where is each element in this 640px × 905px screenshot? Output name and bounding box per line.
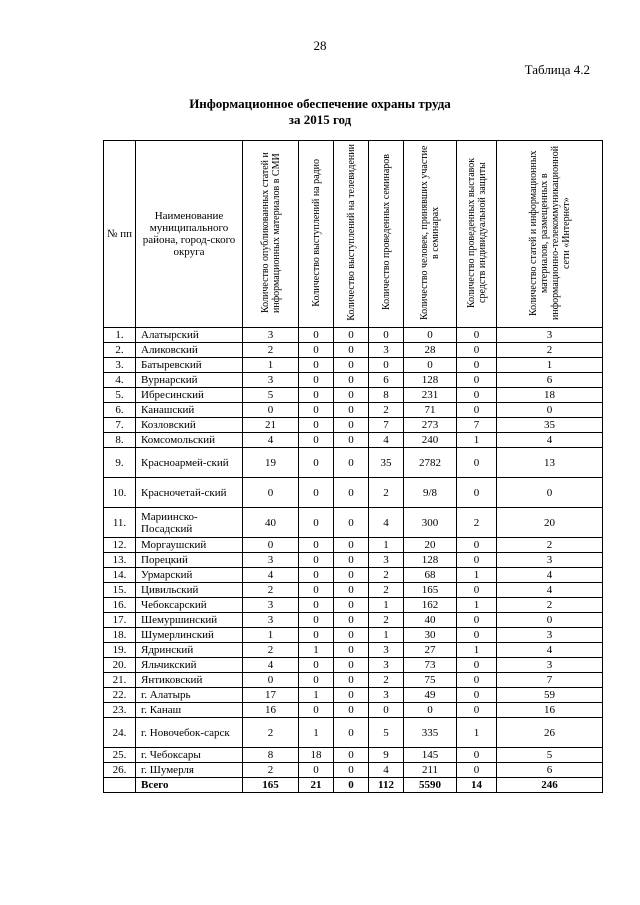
table-row [104,718,603,748]
row-value-cell: 1 [243,628,299,643]
row-number: 15. [104,583,136,598]
row-value-cell: 7 [369,418,404,433]
row-value-cell: 9/8 [404,478,457,508]
row-value-cell: 3 [369,553,404,568]
row-value-cell: 40 [243,508,299,538]
row-value-cell: 0 [299,388,334,403]
row-value-cell: 3 [369,643,404,658]
row-number: 10. [104,478,136,508]
row-value-cell: 21 [243,418,299,433]
row-value-cell: 273 [404,418,457,433]
row-value-cell: 0 [334,418,369,433]
row-value-cell: 0 [369,358,404,373]
row-number: 23. [104,703,136,718]
row-value-cell: 3 [369,658,404,673]
header-seminars [369,141,404,328]
header-name-text: Наименование муниципального района, город-ского округа [142,210,236,258]
row-value-cell: 0 [334,343,369,358]
row-value-cell: 5 [243,388,299,403]
row-value-cell: 40 [404,613,457,628]
row-value-cell: 0 [299,403,334,418]
row-number: 6. [104,403,136,418]
row-value-cell: 0 [457,478,497,508]
row-value-cell: 0 [299,673,334,688]
row-number: 18. [104,628,136,643]
table-row [104,343,603,358]
row-value-cell: 0 [299,448,334,478]
row-value-cell: 30 [404,628,457,643]
row-value-cell: 0 [299,433,334,448]
row-value-cell: 0 [457,658,497,673]
row-value-cell: 0 [299,568,334,583]
header-num [104,141,136,328]
table-row [104,373,603,388]
row-value-cell: 0 [497,478,603,508]
row-value-cell: 0 [299,343,334,358]
row-value-cell: 4 [369,508,404,538]
row-value-cell: 0 [334,433,369,448]
row-value-cell: 35 [497,418,603,433]
row-value-cell: 5 [497,748,603,763]
row-value-cell: 16 [497,703,603,718]
row-value-cell: 2 [243,343,299,358]
table-row [104,748,603,763]
row-value-cell: 0 [334,583,369,598]
row-value-cell: 3 [497,328,603,343]
total-number [104,778,136,793]
row-district-name: Алатырский [136,328,243,343]
row-value-cell: 2 [497,598,603,613]
row-value-cell: 0 [334,628,369,643]
row-value-cell: 1 [243,358,299,373]
row-value-cell: 0 [243,478,299,508]
row-number: 13. [104,553,136,568]
row-value-cell: 0 [497,613,603,628]
row-value-cell: 3 [243,553,299,568]
page-number: 28 [313,38,327,53]
header-name [136,141,243,328]
row-value-cell: 128 [404,553,457,568]
row-value-cell: 3 [243,598,299,613]
row-value-cell: 0 [334,403,369,418]
row-value-cell: 0 [369,328,404,343]
row-value-cell: 0 [299,703,334,718]
row-value-cell: 0 [497,403,603,418]
row-number: 11. [104,508,136,538]
row-value-cell: 8 [369,388,404,403]
row-value-cell: 0 [243,538,299,553]
row-value-cell: 17 [243,688,299,703]
row-value-cell: 211 [404,763,457,778]
row-value-cell: 9 [369,748,404,763]
row-district-name: Ибресинский [136,388,243,403]
row-value-cell: 0 [457,373,497,388]
row-value-cell: 26 [497,718,603,748]
row-value-cell: 3 [243,373,299,388]
row-value-cell: 2 [497,343,603,358]
row-value-cell: 240 [404,433,457,448]
table-body [104,328,603,793]
table-header-row [104,141,603,328]
row-district-name: Вурнарский [136,373,243,388]
row-value-cell: 231 [404,388,457,403]
row-value-cell: 0 [457,688,497,703]
row-value-cell: 0 [299,478,334,508]
row-value-cell: 1 [369,598,404,613]
row-value-cell: 71 [404,403,457,418]
row-value-cell: 335 [404,718,457,748]
data-table [103,140,603,793]
header-exhibitions [457,141,497,328]
table-row [104,583,603,598]
table-row [104,448,603,478]
row-value-cell: 0 [334,613,369,628]
row-value-cell: 0 [334,373,369,388]
row-value-cell: 0 [299,553,334,568]
row-value-cell: 0 [457,448,497,478]
header-seminars-text: Количество проведенных семинаров [380,154,392,311]
row-number: 9. [104,448,136,478]
table-row [104,478,603,508]
row-value-cell: 4 [497,433,603,448]
row-district-name: Красночетай-ский [136,478,243,508]
row-number: 12. [104,538,136,553]
table-row [104,643,603,658]
row-value-cell: 5 [369,718,404,748]
row-value-cell: 0 [457,748,497,763]
row-value-cell: 75 [404,673,457,688]
row-district-name: г. Канаш [136,703,243,718]
header-radio [299,141,334,328]
total-value-cell: 246 [497,778,603,793]
row-value-cell: 0 [457,703,497,718]
row-value-cell: 2 [457,508,497,538]
table-row [104,418,603,433]
row-value-cell: 1 [369,628,404,643]
row-district-name: Янтиковский [136,673,243,688]
row-value-cell: 18 [299,748,334,763]
row-number: 19. [104,643,136,658]
row-value-cell: 0 [299,328,334,343]
row-value-cell: 35 [369,448,404,478]
row-value-cell: 2 [243,763,299,778]
header-tv-text: Количество выступлений на телевидении [345,144,357,321]
row-district-name: г. Шумерля [136,763,243,778]
row-district-name: г. Новочебок-сарск [136,718,243,748]
row-value-cell: 2 [243,718,299,748]
table-row [104,388,603,403]
row-value-cell: 3 [497,553,603,568]
row-district-name: Батыревский [136,358,243,373]
row-value-cell: 2 [497,538,603,553]
row-district-name: Порецкий [136,553,243,568]
row-value-cell: 0 [299,628,334,643]
header-num-text: № пп [106,228,133,240]
table-row [104,508,603,538]
row-value-cell: 4 [369,433,404,448]
row-value-cell: 6 [497,373,603,388]
row-value-cell: 2 [369,613,404,628]
row-value-cell: 300 [404,508,457,538]
header-participants-text: Количество человек, принявших участие в семинарах [419,145,441,320]
row-number: 20. [104,658,136,673]
row-number: 26. [104,763,136,778]
row-value-cell: 4 [243,658,299,673]
row-value-cell: 0 [457,613,497,628]
row-value-cell: 0 [334,388,369,403]
row-district-name: Комсомольский [136,433,243,448]
row-district-name: Красноармей-ский [136,448,243,478]
total-value-cell: 112 [369,778,404,793]
row-district-name: Урмарский [136,568,243,583]
row-value-cell: 0 [334,718,369,748]
row-value-cell: 0 [457,553,497,568]
row-value-cell: 0 [334,688,369,703]
row-value-cell: 0 [334,673,369,688]
row-value-cell: 0 [334,598,369,613]
row-value-cell: 2 [369,583,404,598]
title-line-2: за 2015 год [288,112,352,127]
row-district-name: Аликовский [136,343,243,358]
row-value-cell: 0 [457,358,497,373]
row-value-cell: 0 [334,448,369,478]
row-district-name: Шумерлинский [136,628,243,643]
row-value-cell: 0 [334,703,369,718]
row-value-cell: 4 [497,583,603,598]
table-row [104,613,603,628]
row-district-name: Козловский [136,418,243,433]
row-value-cell: 165 [404,583,457,598]
row-value-cell: 8 [243,748,299,763]
row-number: 22. [104,688,136,703]
row-value-cell: 1 [299,718,334,748]
row-value-cell: 0 [457,628,497,643]
row-number: 14. [104,568,136,583]
header-radio-text: Количество выступлений на радио [310,158,322,307]
header-published-articles [243,141,299,328]
row-value-cell: 0 [299,373,334,388]
header-published-articles-text: Количество опубликованных статей и информационных материалов в СМИ [259,152,282,313]
row-value-cell: 1 [457,643,497,658]
row-district-name: Яльчикский [136,658,243,673]
table-title [0,96,640,128]
row-number: 7. [104,418,136,433]
table-row [104,688,603,703]
row-value-cell: 2 [243,643,299,658]
row-value-cell: 1 [299,688,334,703]
row-district-name: Моргаушский [136,538,243,553]
row-value-cell: 3 [243,328,299,343]
table-row [104,628,603,643]
row-value-cell: 0 [243,403,299,418]
row-value-cell: 0 [243,673,299,688]
row-number: 4. [104,373,136,388]
row-value-cell: 4 [369,763,404,778]
row-number: 24. [104,718,136,748]
row-value-cell: 2 [369,478,404,508]
row-value-cell: 145 [404,748,457,763]
row-value-cell: 0 [457,388,497,403]
row-value-cell: 13 [497,448,603,478]
row-district-name: Канашский [136,403,243,418]
row-value-cell: 2 [369,403,404,418]
row-value-cell: 0 [334,358,369,373]
table-row [104,433,603,448]
total-value-cell: 14 [457,778,497,793]
row-value-cell: 0 [299,598,334,613]
row-value-cell: 0 [369,703,404,718]
row-value-cell: 68 [404,568,457,583]
row-district-name: Мариинско-Посадский [136,508,243,538]
row-number: 2. [104,343,136,358]
row-value-cell: 0 [299,418,334,433]
row-value-cell: 0 [457,538,497,553]
row-number: 16. [104,598,136,613]
row-value-cell: 0 [299,538,334,553]
row-value-cell: 4 [243,568,299,583]
table-row [104,703,603,718]
table-row [104,598,603,613]
row-value-cell: 0 [334,538,369,553]
row-value-cell: 28 [404,343,457,358]
row-district-name: Цивильский [136,583,243,598]
row-value-cell: 16 [243,703,299,718]
row-value-cell: 3 [369,343,404,358]
row-value-cell: 18 [497,388,603,403]
row-value-cell: 1 [299,643,334,658]
row-value-cell: 0 [299,763,334,778]
total-row [104,778,603,793]
total-label: Всего [136,778,243,793]
row-value-cell: 6 [369,373,404,388]
table-row [104,658,603,673]
row-value-cell: 0 [334,328,369,343]
table-row [104,568,603,583]
row-value-cell: 0 [404,358,457,373]
row-value-cell: 0 [457,328,497,343]
table-label: Таблица 4.2 [524,62,590,77]
total-value-cell: 165 [243,778,299,793]
row-value-cell: 0 [457,673,497,688]
row-number: 3. [104,358,136,373]
row-value-cell: 6 [497,763,603,778]
table-row [104,328,603,343]
row-value-cell: 2 [369,568,404,583]
total-value-cell: 0 [334,778,369,793]
row-value-cell: 7 [497,673,603,688]
row-value-cell: 2782 [404,448,457,478]
table-row [104,673,603,688]
row-value-cell: 162 [404,598,457,613]
row-value-cell: 1 [457,718,497,748]
row-value-cell: 0 [457,403,497,418]
table-row [104,763,603,778]
row-value-cell: 0 [404,703,457,718]
row-value-cell: 0 [457,583,497,598]
row-number: 1. [104,328,136,343]
header-tv [334,141,369,328]
row-value-cell: 0 [299,358,334,373]
row-number: 17. [104,613,136,628]
row-value-cell: 4 [243,433,299,448]
row-value-cell: 0 [299,658,334,673]
row-district-name: г. Алатырь [136,688,243,703]
row-value-cell: 59 [497,688,603,703]
row-value-cell: 27 [404,643,457,658]
row-district-name: Ядринский [136,643,243,658]
row-value-cell: 2 [243,583,299,598]
table-row [104,538,603,553]
row-number: 8. [104,433,136,448]
table-row [104,553,603,568]
row-value-cell: 3 [369,688,404,703]
header-participants [404,141,457,328]
total-value-cell: 5590 [404,778,457,793]
row-district-name: г. Чебоксары [136,748,243,763]
row-value-cell: 0 [299,508,334,538]
row-value-cell: 73 [404,658,457,673]
row-value-cell: 0 [404,328,457,343]
row-value-cell: 19 [243,448,299,478]
row-value-cell: 0 [334,568,369,583]
row-value-cell: 7 [457,418,497,433]
row-value-cell: 0 [299,613,334,628]
table-row [104,358,603,373]
row-number: 21. [104,673,136,688]
row-value-cell: 0 [334,763,369,778]
row-value-cell: 1 [457,433,497,448]
row-district-name: Шемуршинский [136,613,243,628]
row-value-cell: 20 [404,538,457,553]
header-exhibitions-text: Количество проведенных выставок средств индивидуальной защиты [465,157,488,308]
row-value-cell: 3 [497,628,603,643]
row-value-cell: 3 [497,658,603,673]
table-row [104,403,603,418]
row-value-cell: 1 [497,358,603,373]
row-value-cell: 0 [457,343,497,358]
row-value-cell: 4 [497,643,603,658]
row-value-cell: 0 [334,658,369,673]
row-value-cell: 0 [334,508,369,538]
row-value-cell: 1 [457,568,497,583]
row-value-cell: 3 [243,613,299,628]
row-value-cell: 2 [369,673,404,688]
row-number: 25. [104,748,136,763]
row-value-cell: 0 [457,763,497,778]
row-value-cell: 128 [404,373,457,388]
row-value-cell: 1 [369,538,404,553]
row-value-cell: 4 [497,568,603,583]
row-value-cell: 0 [334,553,369,568]
row-number: 5. [104,388,136,403]
row-value-cell: 0 [334,748,369,763]
row-value-cell: 0 [334,643,369,658]
row-value-cell: 0 [334,478,369,508]
row-value-cell: 0 [299,583,334,598]
row-value-cell: 20 [497,508,603,538]
row-value-cell: 49 [404,688,457,703]
header-internet-text: Количество статей и информационных материалов, размещенных в информационно-телекоммуникационной сети «Интернет» [527,145,572,320]
title-line-1: Информационное обеспечение охраны труда [189,96,451,111]
row-district-name: Чебоксарский [136,598,243,613]
row-value-cell: 1 [457,598,497,613]
header-internet [497,141,603,328]
total-value-cell: 21 [299,778,334,793]
